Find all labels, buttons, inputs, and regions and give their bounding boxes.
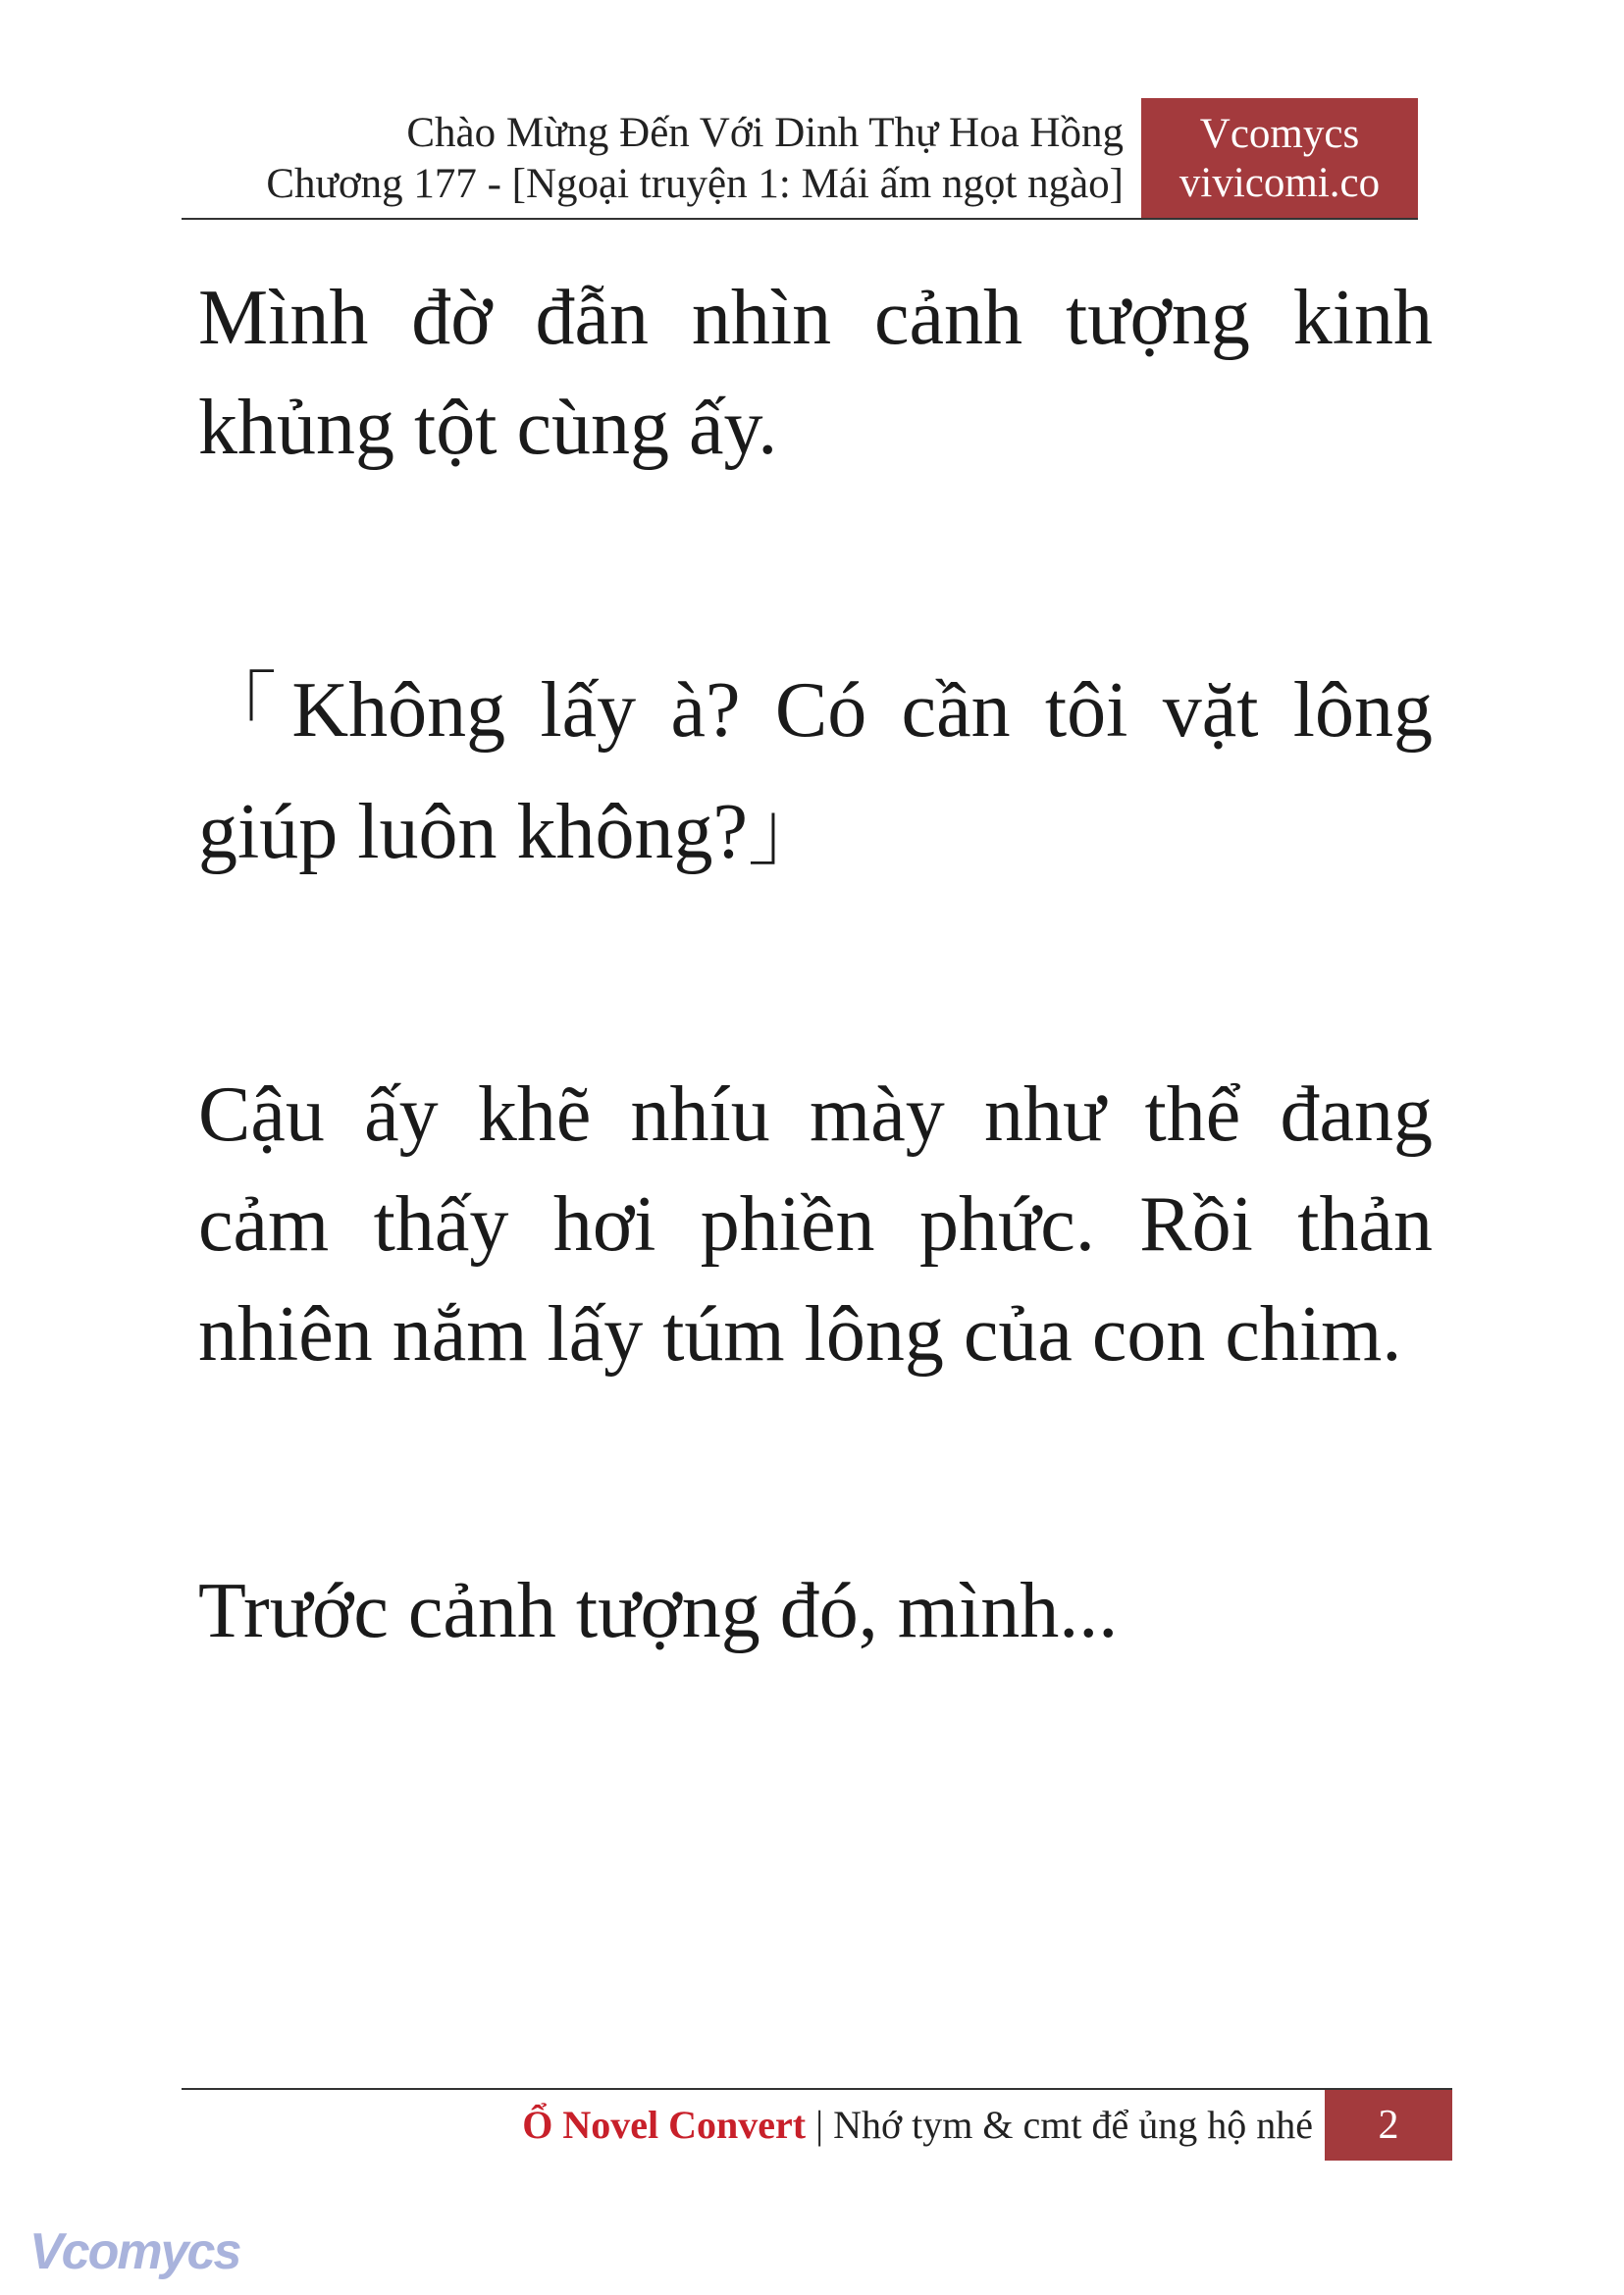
footer-separator: | xyxy=(815,2103,824,2147)
novel-title: Chào Mừng Đến Với Dinh Thự Hoa Hồng xyxy=(406,110,1124,156)
page-number: 2 xyxy=(1325,2090,1452,2161)
chapter-title: Chương 177 - [Ngoại truyện 1: Mái ấm ngọt ngào] xyxy=(266,161,1124,207)
paragraph-3: Cậu ấy khẽ nhíu mày như thể đang cảm thấy hơi phiền phức. Rồi thản nhiên nắm lấy túm lông của con chim. xyxy=(198,1071,1433,1378)
badge-site-name: Vcomycs xyxy=(1199,111,1360,157)
paragraph-2: 「Không lấy à? Có cần tôi vặt lông giúp luôn không?」 xyxy=(198,667,1433,875)
footer-brand: Ổ Novel Convert xyxy=(522,2103,807,2147)
page-footer xyxy=(182,2088,1452,2161)
paragraph-4: Trước cảnh tượng đó, mình... xyxy=(198,1568,1119,1654)
badge-site-url: vivicomi.co xyxy=(1179,160,1381,206)
footer-message: Nhớ tym & cmt để ủng hộ nhé xyxy=(833,2103,1313,2147)
watermark-logo xyxy=(27,2217,253,2286)
chapter-content xyxy=(198,263,1433,1666)
page-header xyxy=(182,98,1418,220)
paragraph-1: Mình đờ đẫn nhìn cảnh tượng kinh khủng tột cùng ấy. xyxy=(198,275,1433,471)
watermark-logo-text: Vcomycs xyxy=(29,2223,240,2280)
footer-text xyxy=(522,2096,1313,2155)
site-badge xyxy=(1141,98,1418,218)
header-titles xyxy=(266,108,1124,210)
